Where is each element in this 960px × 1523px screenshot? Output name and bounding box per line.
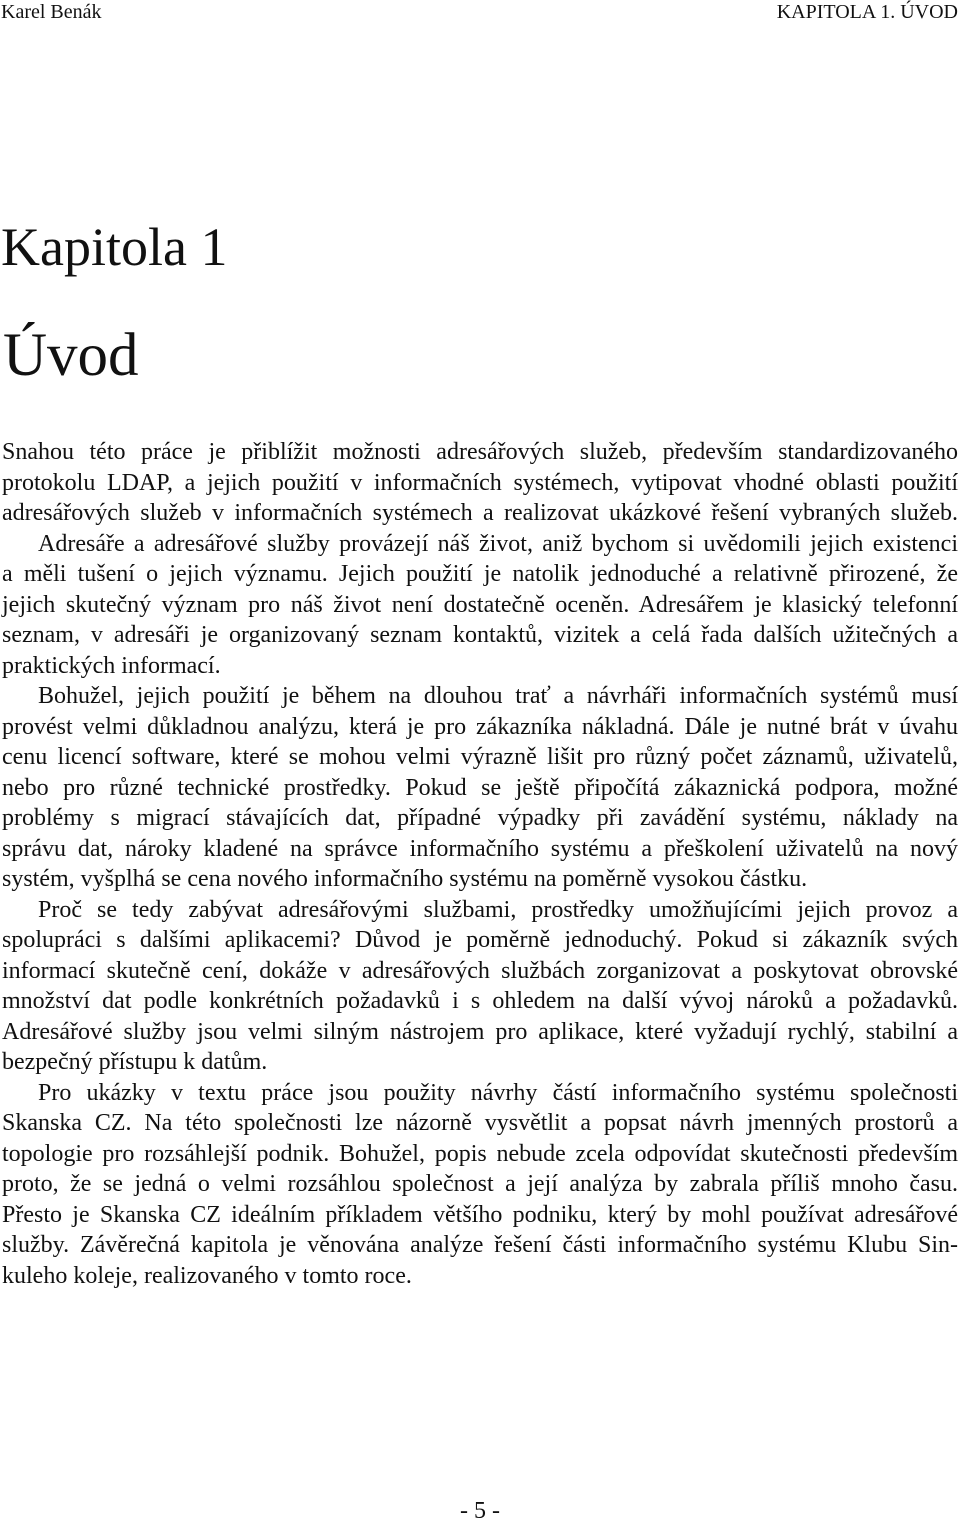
paragraph-line: topologie pro rozsáhlejší podnik. Bohužel, popis nebude zcela odpovídat skutečnosti především [2,1140,958,1167]
header-chapter: KAPITOLA 1. ÚVOD [776,1,958,23]
paragraph-line: adresářových služeb v informačních systémech a realizovat ukázkové řešení vybraných služeb. [2,500,958,526]
paragraph-line: Přesto je Skanska CZ ideálním příkladem většího podniku, který by mohl používat adresářové [2,1201,958,1228]
paragraph-line: Bohužel, jejich použití je během na dlouhou trať a návrháři informačních systémů musí [38,683,958,709]
paragraph-line: množství dat podle konkrétních požadavků i s ohledem na další vývoj nároků a požadavků. [2,988,958,1014]
paragraph-line: Snahou této práce je přiblížit možnosti adresářových služeb, především standardizovaného [2,439,958,465]
paragraph-line: bezpečný přístupu k datům. [2,1049,268,1075]
paragraph [2,437,958,529]
paragraph-line: Skanska CZ. Na této společnosti lze názorně vysvětlit a popsat návrh jmenných prostorů a [2,1110,958,1136]
paragraph-line: kuleho koleje, realizovaného v tomto roce. [2,1262,412,1289]
chapter-label: Kapitola 1 [1,217,228,277]
paragraph-line: problémy s migrací stávajících dat, případné výpadky při zavádění systému, náklady na [2,805,958,831]
paragraph-line: jejich skutečný význam pro náš život není dostatečně oceněn. Adresářem je klasický telefonní [2,591,958,618]
paragraph [2,529,958,682]
paragraph [2,1078,958,1292]
paragraph-line: informací skutečně cení, dokáže v adresářových službách zorganizovat a poskytovat obrovské [2,957,958,984]
paragraph-line: služby. Závěrečná kapitola je věnována analýze řešení části informačního systému Klubu Sin- [2,1232,958,1258]
paragraph-line: spolupráci s dalšími aplikacemi? Důvod je poměrně jednoduchý. Pokud si zákazník svých [2,927,958,953]
paragraph-line: Proč se tedy zabývat adresářovými službami, prostředky umožňujícími jejich provoz a [38,896,958,923]
paragraph-line: praktických informací. [2,652,221,679]
paragraph-line: Adresáře a adresářové služby provázejí náš život, aniž bychom si uvědomili jejich existenci [38,530,958,557]
paragraph-line: seznam, v adresáři je organizovaný seznam kontaktů, vizitek a celá řada dalších užitečných a [2,622,958,648]
running-header [0,0,958,24]
paragraph-line: a měli tušení o jejich významu. Jejich použití je natolik jednoduché a relativně přirozené, že [2,561,958,587]
paragraph [2,681,958,895]
paragraph-line: nebo pro různé technické prostředky. Pokud se ještě připočítá zákaznická podpora, možné [2,774,958,801]
paragraph [2,895,958,1078]
body-text [2,437,958,1291]
paragraph-line: Pro ukázky v textu práce jsou použity návrhy částí informačního systému společnosti [38,1079,958,1106]
header-author: Karel Benák [1,1,102,23]
paragraph-line: cenu licencí software, které se mohou velmi výrazně lišit pro různý počet záznamů, uživatelů, [2,744,958,770]
paragraph-line: správu dat, nároky kladené na správce informačního systému a přeškolení uživatelů na nový [2,835,958,862]
paragraph-line: protokolu LDAP, a jejich použití v informačních systémech, vytipovat vhodné oblasti použití [2,469,958,496]
paragraph-line: Adresářové služby jsou velmi silným nástrojem pro aplikace, které vyžadují rychlý, stabilní a [2,1018,958,1045]
chapter-title: Úvod [3,322,139,389]
paragraph-line: proto, že se jedná o velmi rozsáhlou společnost a její analýza by zabrala příliš mnoho času. [2,1171,958,1197]
paragraph-line: provést velmi důkladnou analýzu, která je pro zákazníka nákladná. Dále je nutné brát v úvahu [2,713,958,740]
paragraph-line: systém, vyšplhá se cena nového informačního systému na poměrně vysokou částku. [2,866,808,892]
page-number: - 5 - [460,1498,500,1523]
